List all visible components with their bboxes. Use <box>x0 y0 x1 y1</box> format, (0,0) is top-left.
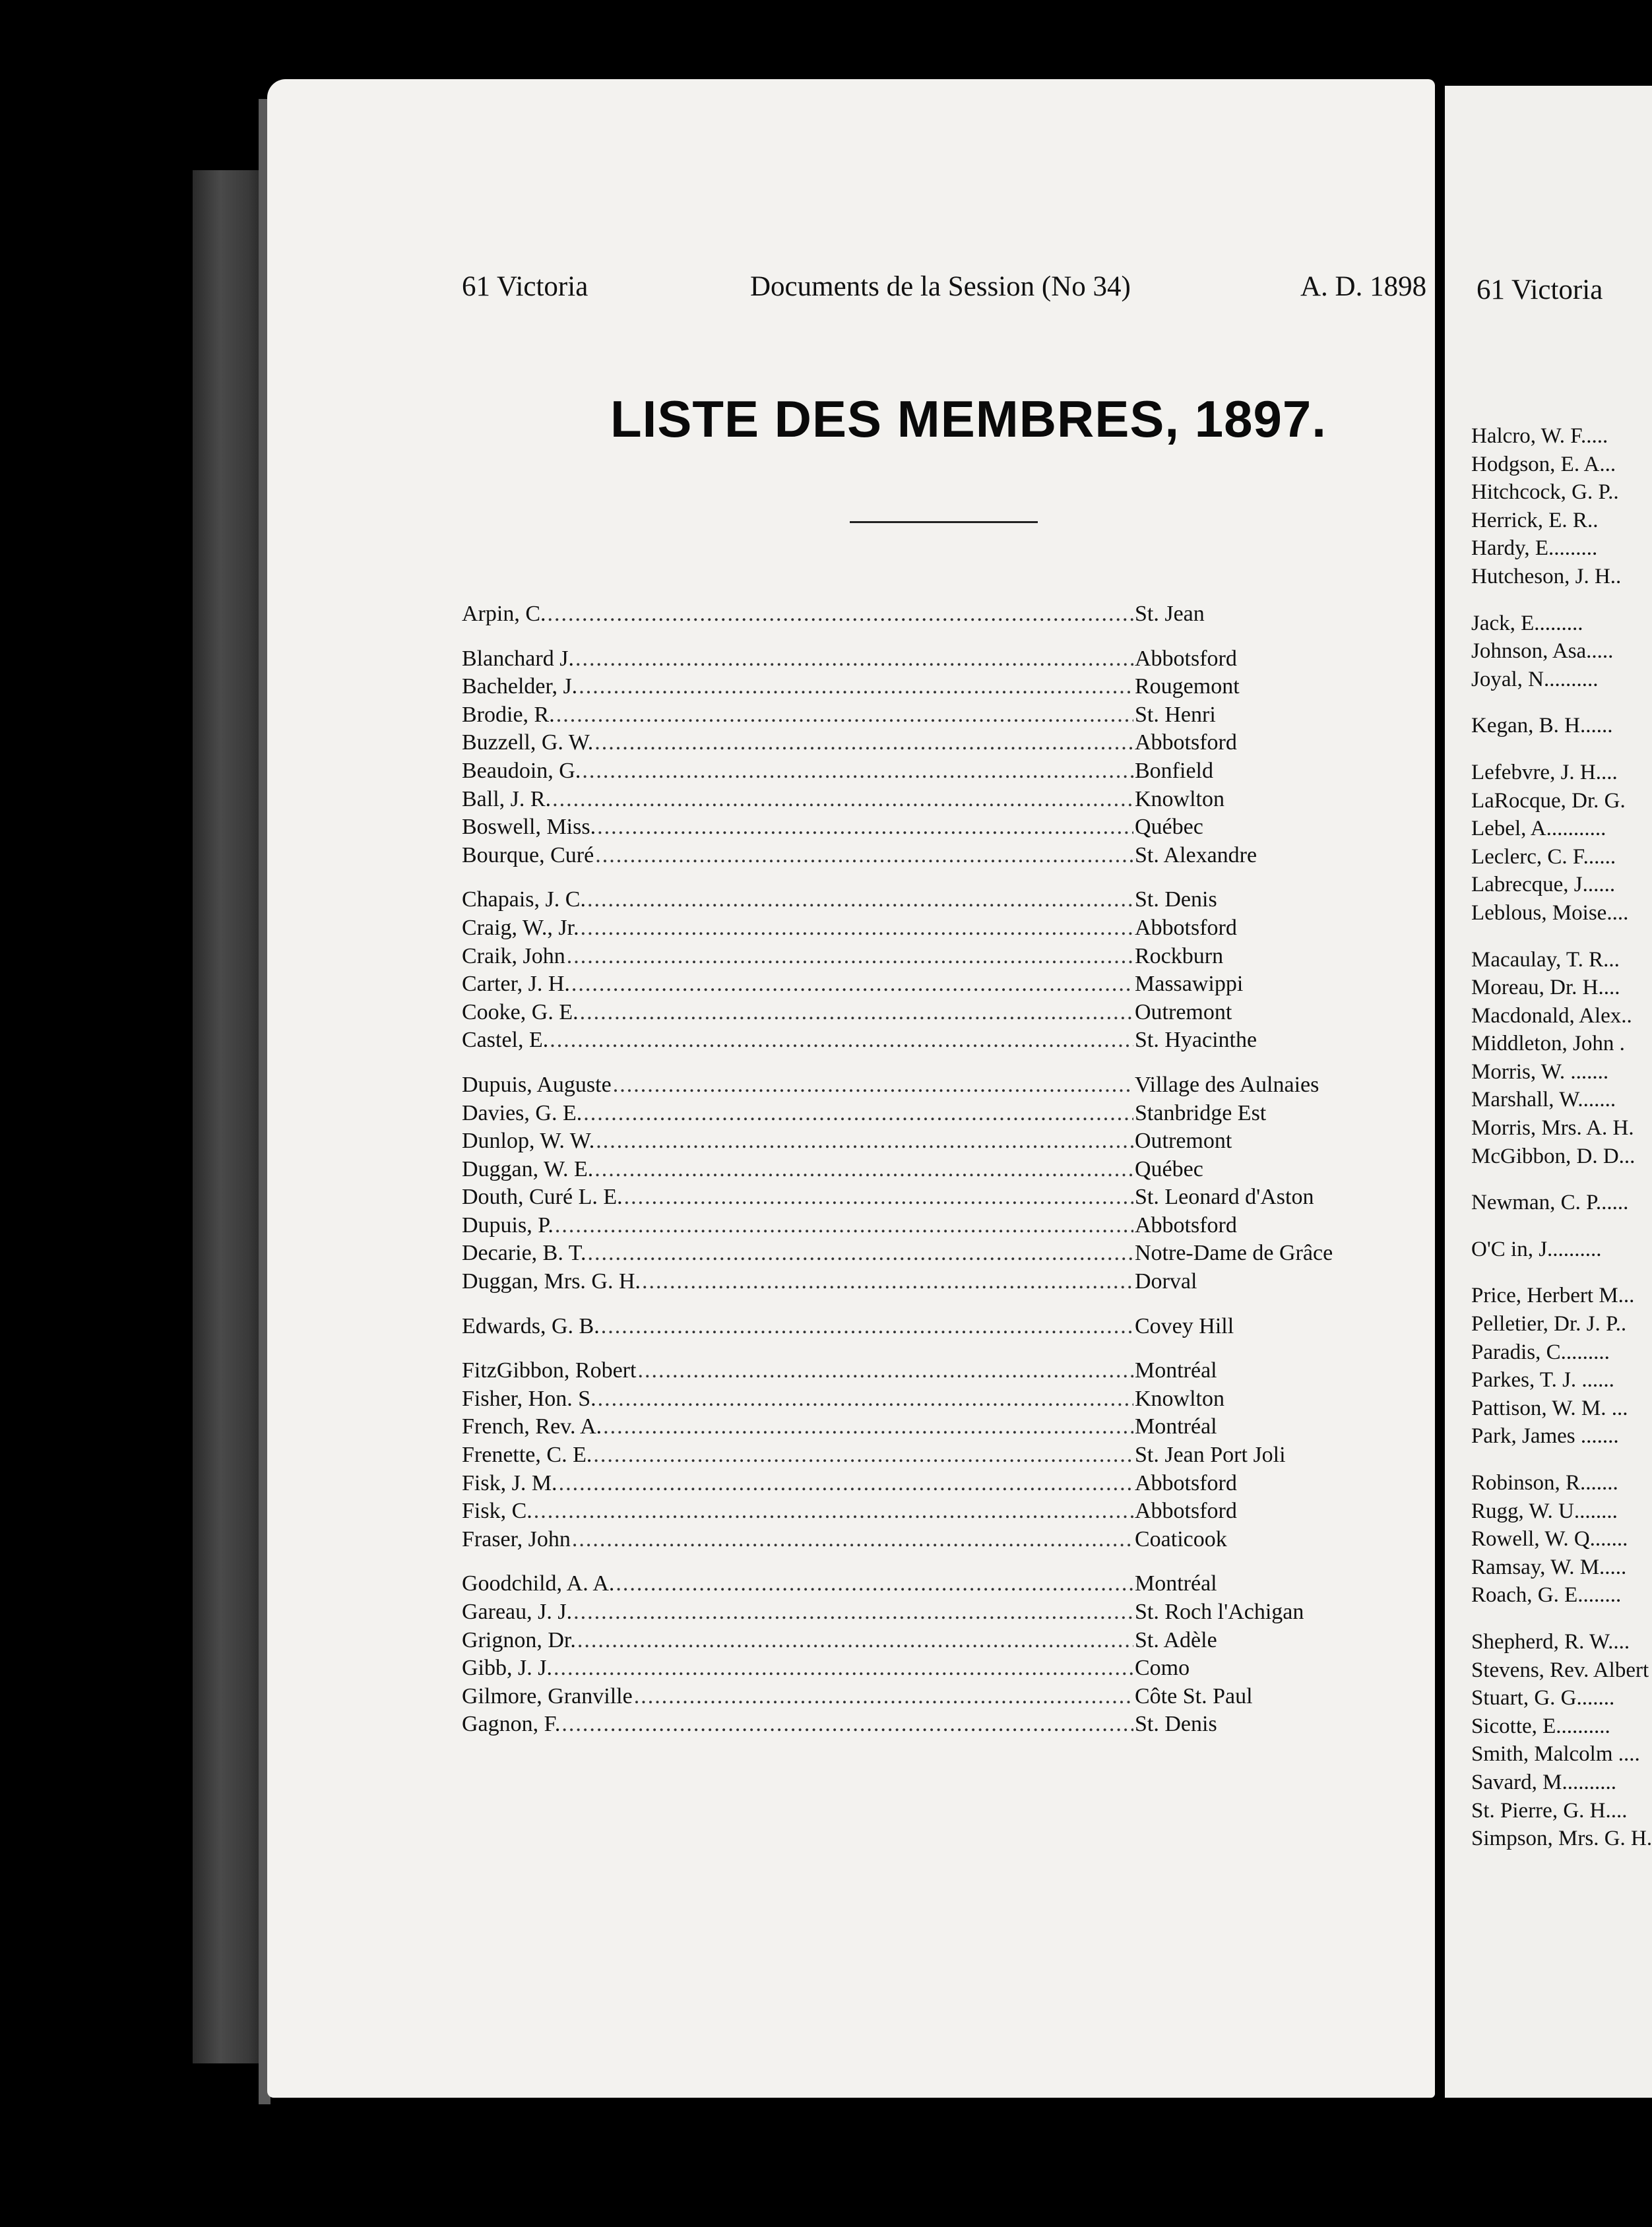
member-name: Decarie, B. T. <box>462 1241 587 1266</box>
member-place: St. Jean <box>1135 602 1205 626</box>
member-place: St. Roch l'Achigan <box>1135 1600 1304 1624</box>
member-name: Craig, W., Jr. <box>462 915 579 940</box>
member-place: Montréal <box>1135 1571 1217 1596</box>
member-row <box>462 1156 1372 1184</box>
member-place: Bonfield <box>1135 758 1213 783</box>
member-row <box>462 1357 1372 1385</box>
member-name: Buzzell, G. W. <box>462 730 594 755</box>
adjacent-letter-group <box>1445 1236 1652 1264</box>
member-row <box>462 886 1372 914</box>
member-row <box>462 1212 1372 1240</box>
dot-leader <box>601 1313 1133 1341</box>
dot-leader <box>577 1627 1133 1655</box>
dot-leader <box>548 600 1134 629</box>
adjacent-member-row: Macaulay, T. R... <box>1471 947 1620 972</box>
member-name: Carter, J. H. <box>462 972 570 997</box>
member-row <box>462 1710 1372 1739</box>
member-name: Craik, John <box>462 943 565 968</box>
member-row <box>462 1071 1372 1100</box>
adjacent-member-row: Herrick, E. R.. <box>1471 508 1599 532</box>
adjacent-member-list <box>1445 422 1652 1871</box>
member-row <box>462 1385 1372 1414</box>
member-place: Québec <box>1135 1156 1203 1181</box>
member-row <box>462 1100 1372 1128</box>
member-list <box>462 600 1372 1755</box>
member-row <box>462 1127 1372 1156</box>
member-row <box>462 600 1372 629</box>
member-place: Coaticook <box>1135 1526 1227 1552</box>
dot-leader <box>575 645 1133 674</box>
member-row <box>462 813 1372 842</box>
adjacent-member-row: St. Pierre, G. H.... <box>1471 1798 1628 1823</box>
adjacent-member-row: Hodgson, E. A... <box>1471 452 1616 476</box>
adjacent-letter-group <box>1445 1189 1652 1217</box>
adjacent-member-row: Hutcheson, J. H.. <box>1471 564 1622 588</box>
dot-leader <box>624 1183 1133 1212</box>
member-row <box>462 914 1372 943</box>
member-name: Brodie, R. <box>462 702 555 727</box>
adjacent-member-row: Hardy, E......... <box>1471 536 1598 561</box>
dot-leader <box>550 1026 1133 1055</box>
member-name: Beaudoin, G. <box>462 758 581 783</box>
dot-leader <box>552 786 1133 814</box>
adjacent-member-row: Jack, E......... <box>1471 611 1583 635</box>
member-name: Bourque, Curé <box>462 842 594 867</box>
member-name: Davies, G. E. <box>462 1100 583 1125</box>
adjacent-member-row: Johnson, Asa..... <box>1471 639 1614 664</box>
adjacent-member-row: Parkes, T. J. ...... <box>1471 1368 1614 1393</box>
adjacent-letter-group <box>1445 1628 1652 1853</box>
dot-leader <box>554 1654 1133 1683</box>
member-place: Covey Hill <box>1135 1313 1234 1338</box>
document-page <box>267 79 1435 2098</box>
member-name: Duggan, W. E. <box>462 1156 594 1181</box>
member-place: Knowlton <box>1135 786 1224 811</box>
member-name: Fisk, C. <box>462 1499 532 1524</box>
member-name: Gilmore, Granville <box>462 1683 633 1709</box>
member-name: Ball, J. R. <box>462 786 552 811</box>
adjacent-letter-group <box>1445 1469 1652 1610</box>
adjacent-member-row: Macdonald, Alex.. <box>1471 1003 1632 1028</box>
adjacent-member-row: O'C in, J.......... <box>1471 1237 1602 1261</box>
member-name: French, Rev. A. <box>462 1414 602 1439</box>
adjacent-member-row: Newman, C. P...... <box>1471 1191 1629 1215</box>
member-place: St. Denis <box>1135 1712 1217 1737</box>
header-session: Documents de la Session (No 34) <box>750 271 1131 302</box>
member-place: St. Alexandre <box>1135 842 1257 867</box>
member-name: Fraser, John <box>462 1526 571 1552</box>
member-row <box>462 1268 1372 1296</box>
letter-group <box>462 886 1372 1055</box>
adjacent-member-row: Simpson, Mrs. G. H. <box>1471 1827 1652 1851</box>
dot-leader <box>588 1239 1134 1268</box>
member-place: St. Jean Port Joli <box>1135 1443 1286 1468</box>
dot-leader <box>603 1413 1133 1441</box>
member-name: Boswell, Miss. <box>462 815 596 840</box>
adjacent-member-row: Rugg, W. U........ <box>1471 1499 1618 1523</box>
dot-leader <box>573 1598 1133 1627</box>
header-volume: 61 Victoria <box>462 271 588 302</box>
adjacent-letter-group <box>1445 610 1652 694</box>
member-row <box>462 1441 1372 1470</box>
member-row <box>462 1654 1372 1683</box>
member-name: Duggan, Mrs. G. H. <box>462 1269 641 1294</box>
dot-leader <box>613 1071 1133 1100</box>
member-name: Dupuis, P. <box>462 1212 554 1238</box>
adjacent-member-row: Morris, W. ....... <box>1471 1059 1609 1084</box>
dot-leader <box>598 1385 1133 1414</box>
member-name: Blanchard J. <box>462 646 574 671</box>
letter-group <box>462 1570 1372 1739</box>
adjacent-member-row: Park, James ....... <box>1471 1424 1619 1449</box>
dot-leader <box>571 970 1133 999</box>
member-place: St. Leonard d'Aston <box>1135 1185 1314 1210</box>
member-row <box>462 1413 1372 1441</box>
dot-leader <box>582 757 1133 786</box>
member-name: Frenette, C. E. <box>462 1443 592 1468</box>
adjacent-member-row: Kegan, B. H...... <box>1471 714 1613 738</box>
member-name: Arpin, C. <box>462 602 546 626</box>
member-row <box>462 673 1372 701</box>
member-row <box>462 757 1372 786</box>
member-name: Chapais, J. C. <box>462 887 586 912</box>
letter-group <box>462 1357 1372 1553</box>
member-name: Fisher, Hon. S. <box>462 1386 596 1411</box>
adjacent-member-row: Savard, M.......... <box>1471 1770 1616 1794</box>
adjacent-member-row: Halcro, W. F..... <box>1471 424 1608 448</box>
member-place: Como <box>1135 1656 1190 1681</box>
dot-leader <box>594 729 1133 757</box>
member-name: FitzGibbon, Robert <box>462 1358 637 1383</box>
member-name: Cooke, G. E. <box>462 999 579 1024</box>
member-name: Fisk, J. M. <box>462 1470 557 1495</box>
member-place: Montréal <box>1135 1414 1217 1439</box>
dot-leader <box>597 813 1133 842</box>
member-name: Gagnon, F. <box>462 1712 561 1737</box>
adjacent-member-row: LaRocque, Dr. G. <box>1471 788 1626 813</box>
member-name: Dupuis, Auguste <box>462 1072 612 1097</box>
dot-leader <box>579 673 1133 701</box>
member-place: Abbotsford <box>1135 730 1237 755</box>
adjacent-member-row: Joyal, N.......... <box>1471 667 1599 691</box>
adjacent-member-row: Stuart, G. G....... <box>1471 1686 1615 1710</box>
adjacent-member-row: Lefebvre, J. H.... <box>1471 760 1618 784</box>
adjacent-header: 61 Victoria <box>1477 274 1603 305</box>
member-place: Abbotsford <box>1135 1470 1237 1495</box>
dot-leader <box>594 1156 1133 1184</box>
member-name: Grignon, Dr. <box>462 1627 576 1652</box>
dot-leader <box>616 1570 1133 1598</box>
adjacent-member-row: Rowell, W. Q....... <box>1471 1527 1628 1552</box>
dot-leader <box>580 999 1133 1027</box>
header-year: A. D. 1898 <box>1300 271 1427 302</box>
member-name: Edwards, G. B. <box>462 1313 600 1338</box>
dot-leader <box>556 701 1133 730</box>
title-rule <box>850 521 1038 523</box>
adjacent-member-row: Moreau, Dr. H.... <box>1471 976 1620 1000</box>
member-place: Notre-Dame de Grâce <box>1135 1241 1333 1266</box>
member-name: Castel, E. <box>462 1028 549 1053</box>
member-row <box>462 701 1372 730</box>
adjacent-member-row: Sicotte, E.......... <box>1471 1714 1610 1738</box>
member-row <box>462 1683 1372 1711</box>
member-place: St. Denis <box>1135 887 1217 912</box>
adjacent-member-row: Labrecque, J...... <box>1471 873 1616 897</box>
dot-leader <box>581 914 1133 943</box>
member-place: Outremont <box>1135 1129 1232 1154</box>
adjacent-member-row: Morris, Mrs. A. H. <box>1471 1116 1634 1141</box>
dot-leader <box>587 886 1133 914</box>
letter-group <box>462 645 1372 870</box>
adjacent-member-row: Ramsay, W. M..... <box>1471 1555 1627 1579</box>
member-place: Québec <box>1135 815 1203 840</box>
member-row <box>462 786 1372 814</box>
member-place: St. Henri <box>1135 702 1216 727</box>
adjacent-member-row: Middleton, John . <box>1471 1032 1625 1056</box>
member-place: Outremont <box>1135 999 1232 1024</box>
letter-group <box>462 1313 1372 1341</box>
adjacent-member-row: Smith, Malcolm .... <box>1471 1742 1640 1767</box>
member-row <box>462 1313 1372 1341</box>
member-name: Douth, Curé L. E. <box>462 1185 623 1210</box>
adjacent-member-row: Leblous, Moise.... <box>1471 900 1629 925</box>
adjacent-member-row: Stevens, Rev. Albert <box>1471 1658 1649 1682</box>
adjacent-member-row: Robinson, R....... <box>1471 1471 1618 1495</box>
member-row <box>462 943 1372 971</box>
dot-leader <box>555 1212 1133 1240</box>
adjacent-member-row: Marshall, W....... <box>1471 1088 1616 1112</box>
adjacent-member-row: Price, Herbert M... <box>1471 1284 1635 1308</box>
member-place: Knowlton <box>1135 1386 1224 1411</box>
adjacent-letter-group <box>1445 712 1652 740</box>
member-row <box>462 645 1372 674</box>
adjacent-member-row: Roach, G. E........ <box>1471 1583 1622 1608</box>
member-place: Village des Aulnaies <box>1135 1072 1319 1097</box>
dot-leader <box>559 1470 1133 1498</box>
adjacent-letter-group <box>1445 946 1652 1171</box>
letter-group <box>462 600 1372 629</box>
member-name: Gibb, J. J. <box>462 1656 552 1681</box>
page-title: LISTE DES MEMBRES, 1897. <box>610 390 1327 448</box>
adjacent-letter-group <box>1445 1282 1652 1451</box>
letter-group <box>462 1071 1372 1296</box>
member-place: Abbotsford <box>1135 1212 1237 1238</box>
member-name: Goodchild, A. A. <box>462 1571 615 1596</box>
member-row <box>462 1239 1372 1268</box>
adjacent-member-row: Shepherd, R. W.... <box>1471 1629 1630 1654</box>
member-row <box>462 1183 1372 1212</box>
member-place: Rougemont <box>1135 674 1240 699</box>
member-row <box>462 1497 1372 1526</box>
dot-leader <box>634 1683 1133 1711</box>
member-row <box>462 970 1372 999</box>
member-place: St. Hyacinthe <box>1135 1028 1257 1053</box>
member-row <box>462 842 1372 870</box>
adjacent-letter-group <box>1445 422 1652 591</box>
member-name: Dunlop, W. W. <box>462 1129 595 1154</box>
adjacent-member-row: Paradis, C......... <box>1471 1340 1610 1364</box>
member-row <box>462 1026 1372 1055</box>
member-row <box>462 1570 1372 1598</box>
adjacent-member-row: Pelletier, Dr. J. P.. <box>1471 1312 1627 1336</box>
member-place: Abbotsford <box>1135 646 1237 671</box>
member-row <box>462 729 1372 757</box>
adjacent-member-row: Lebel, A........... <box>1471 817 1606 841</box>
dot-leader <box>572 1526 1133 1554</box>
member-place: Dorval <box>1135 1269 1197 1294</box>
member-row <box>462 1627 1372 1655</box>
member-place: Rockburn <box>1135 943 1224 968</box>
dot-leader <box>595 842 1133 870</box>
adjacent-page <box>1445 86 1652 2098</box>
member-place: Massawippi <box>1135 972 1244 997</box>
dot-leader <box>593 1441 1133 1470</box>
adjacent-member-row: Pattison, W. M. ... <box>1471 1396 1628 1420</box>
member-row <box>462 1470 1372 1498</box>
dot-leader <box>637 1357 1133 1385</box>
member-place: Montréal <box>1135 1358 1217 1383</box>
member-place: Côte St. Paul <box>1135 1683 1253 1709</box>
member-name: Gareau, J. J. <box>462 1600 573 1624</box>
member-row <box>462 1526 1372 1554</box>
member-place: St. Adèle <box>1135 1627 1217 1652</box>
member-place: Abbotsford <box>1135 1499 1237 1524</box>
adjacent-member-row: Leclerc, C. F...... <box>1471 844 1616 869</box>
running-header <box>267 270 1435 310</box>
dot-leader <box>534 1497 1133 1526</box>
dot-leader <box>596 1127 1133 1156</box>
dot-leader <box>567 943 1133 971</box>
member-row <box>462 999 1372 1027</box>
member-row <box>462 1598 1372 1627</box>
member-name: Bachelder, J. <box>462 674 578 699</box>
dot-leader <box>583 1100 1133 1128</box>
member-place: Abbotsford <box>1135 915 1237 940</box>
adjacent-member-row: Hitchcock, G. P.. <box>1471 480 1619 505</box>
member-place: Stanbridge Est <box>1135 1100 1267 1125</box>
adjacent-member-row: McGibbon, D. D... <box>1471 1144 1636 1168</box>
dot-leader <box>642 1268 1133 1296</box>
adjacent-letter-group <box>1445 759 1652 927</box>
dot-leader <box>561 1710 1133 1739</box>
